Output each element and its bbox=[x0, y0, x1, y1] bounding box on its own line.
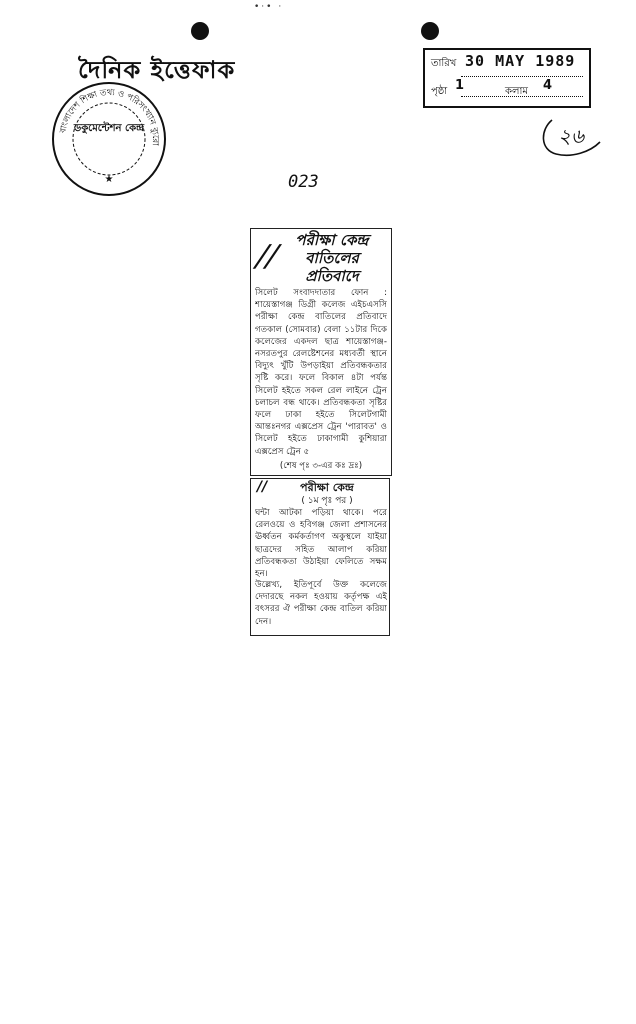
continuation-note: (শেষ পৃঃ ৩-এর কঃ দ্রঃ) bbox=[279, 461, 363, 471]
date-stamp-box bbox=[423, 48, 591, 108]
date-label: তারিখ bbox=[431, 58, 457, 69]
documentation-center-seal bbox=[50, 80, 168, 198]
headline-line-2: বাতিলের bbox=[305, 249, 359, 267]
newspaper-name: দৈনিক ইত্তেফাক bbox=[78, 56, 236, 84]
archive-number: 023 bbox=[288, 172, 319, 192]
seal-graphic bbox=[50, 80, 168, 198]
headline-line-3: প্রতিবাদে bbox=[305, 267, 359, 285]
headline-slash-mark: // bbox=[253, 239, 281, 274]
signature-text: ২৬ bbox=[558, 124, 585, 148]
page-label: পৃষ্ঠা bbox=[431, 86, 448, 97]
seal-center-text: ডকুমেন্টেশন কেন্দ্র bbox=[73, 123, 145, 134]
column-value: 4 bbox=[543, 78, 553, 93]
headline-line-1: পরীক্ষা কেন্দ্র bbox=[295, 231, 369, 249]
seal-ring-text: বাংলাদেশ শিক্ষা তথ্য ও পরিসংখ্যান ব্যুরো bbox=[58, 87, 161, 146]
continuation-body-2: উল্লেখ্য, ইতিপূর্বে উক্ত কলেজে দেদারছে নকল হওয়ায় কর্তৃপক্ষ এই বৎসরর ঐ পরীক্ষা কেন্দ্র বাতিল করিয়া দেন। bbox=[255, 580, 387, 627]
date-dotted-line bbox=[461, 76, 583, 77]
column-label: কলাম bbox=[505, 86, 528, 97]
page-dotted-line bbox=[461, 96, 583, 97]
continuation-headline: পরীক্ষা কেন্দ্র bbox=[300, 481, 354, 494]
punch-hole-left bbox=[191, 22, 209, 40]
date-value: 30 MAY 1989 bbox=[465, 52, 576, 70]
continuation-subheading: ( ১ম পৃঃ পর ) bbox=[301, 496, 353, 506]
handwritten-signature bbox=[538, 112, 608, 162]
article-body: সিলেট সংবাদদাতার ফোন : শায়েস্তাগঞ্জ ডিগ্রী কলেজ এইচএসসি পরীক্ষা কেন্দ্র বাতিলের প্রতিবাদে গতকাল (সোমবার) বেলা ১১টার দিকে কলেজের একদল ছাত্র শায়েস্তাগঞ্জ-নসরতপুর রেলষ্টেশনের মধ্যবর্তী স্থানে বিদ্যুৎ খুঁটি উপড়াইয়া প্রতিবন্ধকতার সৃষ্টি করে। ফলে বিকাল ৪টা পর্যন্ত সিলেট হইতে সকল রেল লাইনে ট্রেন চলাচল বন্ধ থাকে। প্রতিবন্ধকতা সৃষ্টির ফলে ঢাকা হইতে সিলেটগামী আন্তঃনগর এক্সপ্রেস ট্রেন 'পারাবত' ও সিলেট হইতে ঢাকাগামী কুশিয়ারা এক্সপ্রেস ট্রেন ৫ bbox=[255, 288, 387, 457]
top-ink-marks: •·• · bbox=[254, 2, 284, 12]
continuation-slash-mark: // bbox=[257, 479, 268, 495]
news-clipping-main bbox=[250, 228, 392, 476]
continuation-body: ঘন্টা আটকা পড়িয়া থাকে। পরে রেলওয়ে ও হবিগঞ্জ জেলা প্রশাসনের ঊর্ধ্বতন কর্মকর্তাগণ অকুস্থলে যাইয়া ছাত্রদের সহিত আলাপ করিয়া প্রতিবন্ধকতা উঠাইয়া ফেলিতে সক্ষম হন। bbox=[255, 508, 387, 579]
punch-hole-right bbox=[421, 22, 439, 40]
page-value: 1 bbox=[455, 78, 465, 93]
seal-star-icon: ★ bbox=[104, 174, 114, 185]
news-clipping-continuation bbox=[250, 478, 390, 636]
